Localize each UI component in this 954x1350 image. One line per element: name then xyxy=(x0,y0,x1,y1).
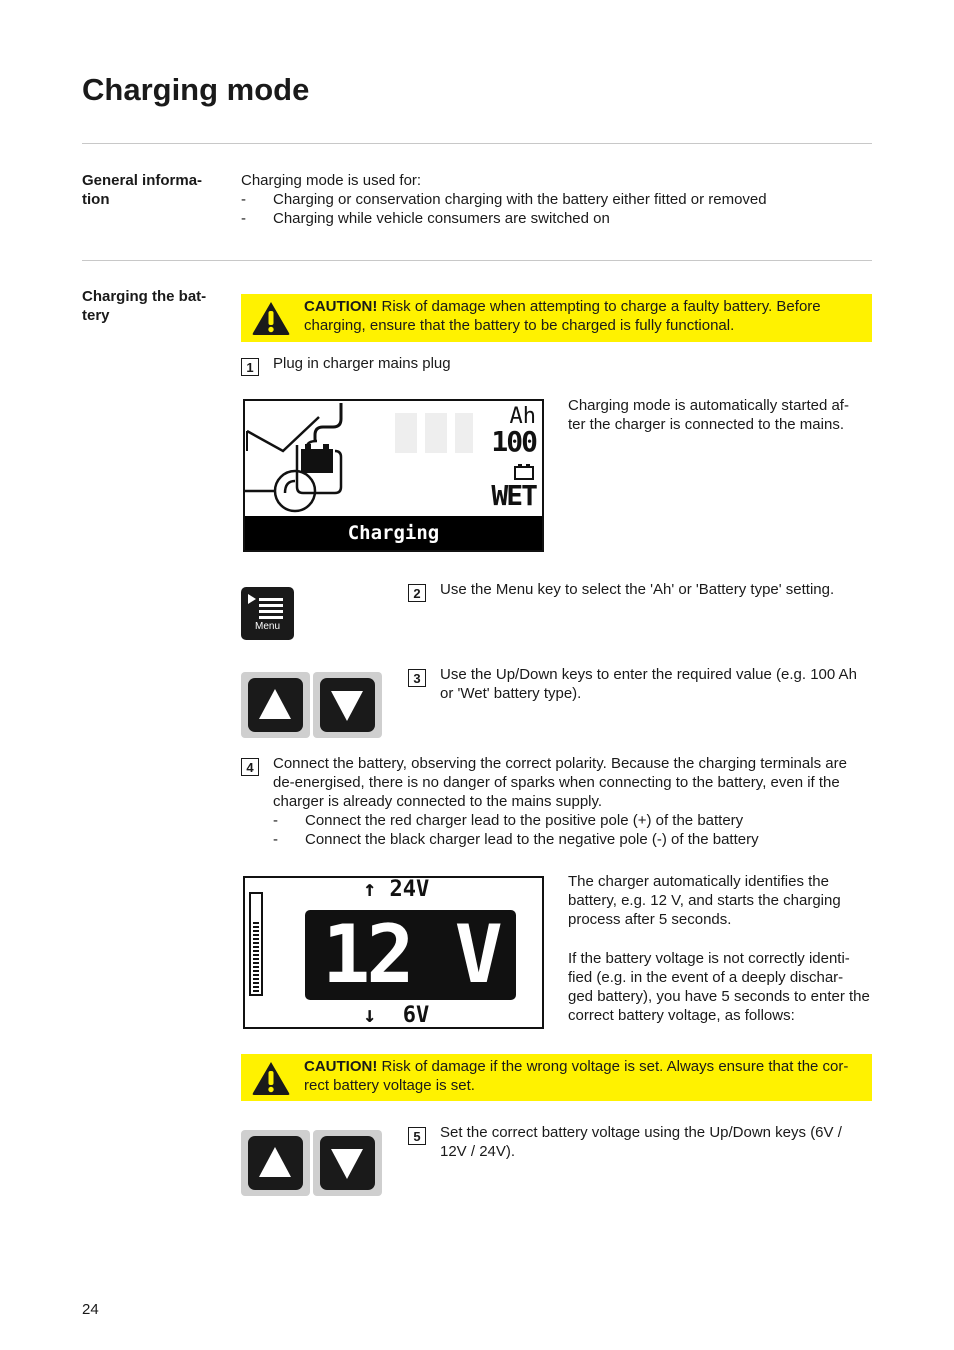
step-text: Use the Up/Down keys to enter the required value (e.g. 100 Ah or 'Wet' battery type). xyxy=(440,666,857,702)
up-arrow-icon xyxy=(241,672,310,738)
caution-box xyxy=(241,1054,872,1101)
general-intro: Charging mode is used for: xyxy=(241,172,422,189)
menu-key-label: Menu xyxy=(254,621,280,632)
voltage-up-option: ↑ 24V xyxy=(363,877,430,902)
divider xyxy=(82,260,872,261)
step-number: 3 xyxy=(408,669,426,687)
down-key-button[interactable] xyxy=(313,1130,382,1196)
section-heading-general: General informa- tion xyxy=(82,172,203,208)
status-bar: Charging xyxy=(245,516,542,550)
general-content xyxy=(241,171,872,228)
step-number: 1 xyxy=(241,358,259,376)
step-text: Use the Menu key to select the 'Ah' or 'Battery type' setting. xyxy=(440,581,835,598)
up-key-button[interactable] xyxy=(241,1130,310,1196)
display-note: Charging mode is automatically started af- ter the charger is connected to the mains. xyxy=(568,397,849,433)
charger-display-voltage xyxy=(243,876,544,1029)
warning-icon xyxy=(251,1060,291,1096)
general-list xyxy=(241,190,872,228)
ah-label: Ah xyxy=(509,404,536,429)
warning-icon xyxy=(251,300,291,336)
up-arrow-icon: ↑ xyxy=(363,877,377,902)
page-number: 24 xyxy=(82,1301,99,1318)
level-bar xyxy=(249,892,263,996)
caution-text: CAUTION! Risk of damage when attempting to charge a faulty battery. Before charging, ensure that the battery to be charged is fully functional. xyxy=(304,298,821,334)
step-number: 4 xyxy=(241,758,259,776)
battery-icon xyxy=(514,464,534,480)
step-list xyxy=(273,811,872,849)
caution-box xyxy=(241,294,872,342)
down-key-button[interactable] xyxy=(313,672,382,738)
step-text: Set the correct battery voltage using the Up/Down keys (6V / 12V / 24V). xyxy=(440,1124,842,1160)
step-text: Plug in charger mains plug xyxy=(273,355,451,372)
list-item: - Charging or conservation charging with the battery either fitted or removed xyxy=(241,191,767,208)
display-note: The charger automatically identifies the battery, e.g. 12 V, and starts the charging process after 5 seconds. xyxy=(568,873,841,928)
list-item: - Connect the red charger lead to the positive pole (+) of the battery xyxy=(273,812,744,829)
list-item: - Connect the black charger lead to the negative pole (-) of the battery xyxy=(273,831,759,848)
up-key-button[interactable] xyxy=(241,672,310,738)
page-title: Charging mode xyxy=(82,72,310,107)
ah-value: 100 xyxy=(491,425,536,458)
list-item: - Charging while vehicle consumers are switched on xyxy=(241,210,610,227)
up-arrow-icon xyxy=(241,1130,310,1196)
step-number: 5 xyxy=(408,1127,426,1145)
voltage-down-option: ↓ 6V xyxy=(363,1003,430,1028)
section-heading-charging: Charging the bat- tery xyxy=(82,288,207,324)
down-arrow-icon xyxy=(313,672,382,738)
step-text: Connect the battery, observing the correct polarity. Because the charging terminals are de-energised, there is no danger of sparks when connecting to the battery, even if the charger is already connected to the mains supply. xyxy=(273,755,847,810)
divider xyxy=(82,143,872,144)
down-arrow-icon: ↓ xyxy=(363,1003,377,1028)
battery-type-value: WET xyxy=(491,479,536,512)
menu-key-button[interactable] xyxy=(241,587,294,640)
voltage-value: 12 V xyxy=(305,910,516,1000)
down-arrow-icon xyxy=(313,1130,382,1196)
display-note: If the battery voltage is not correctly identi- fied (e.g. in the event of a deeply dischar- ged battery), you have 5 seconds to enter the correct battery voltage, as follows: xyxy=(568,950,870,1024)
caution-text: CAUTION! Risk of damage if the wrong voltage is set. Always ensure that the cor-rect battery voltage is set. xyxy=(304,1058,849,1094)
step-number: 2 xyxy=(408,584,426,602)
step-content xyxy=(273,754,872,849)
charger-display-charging xyxy=(243,399,544,552)
